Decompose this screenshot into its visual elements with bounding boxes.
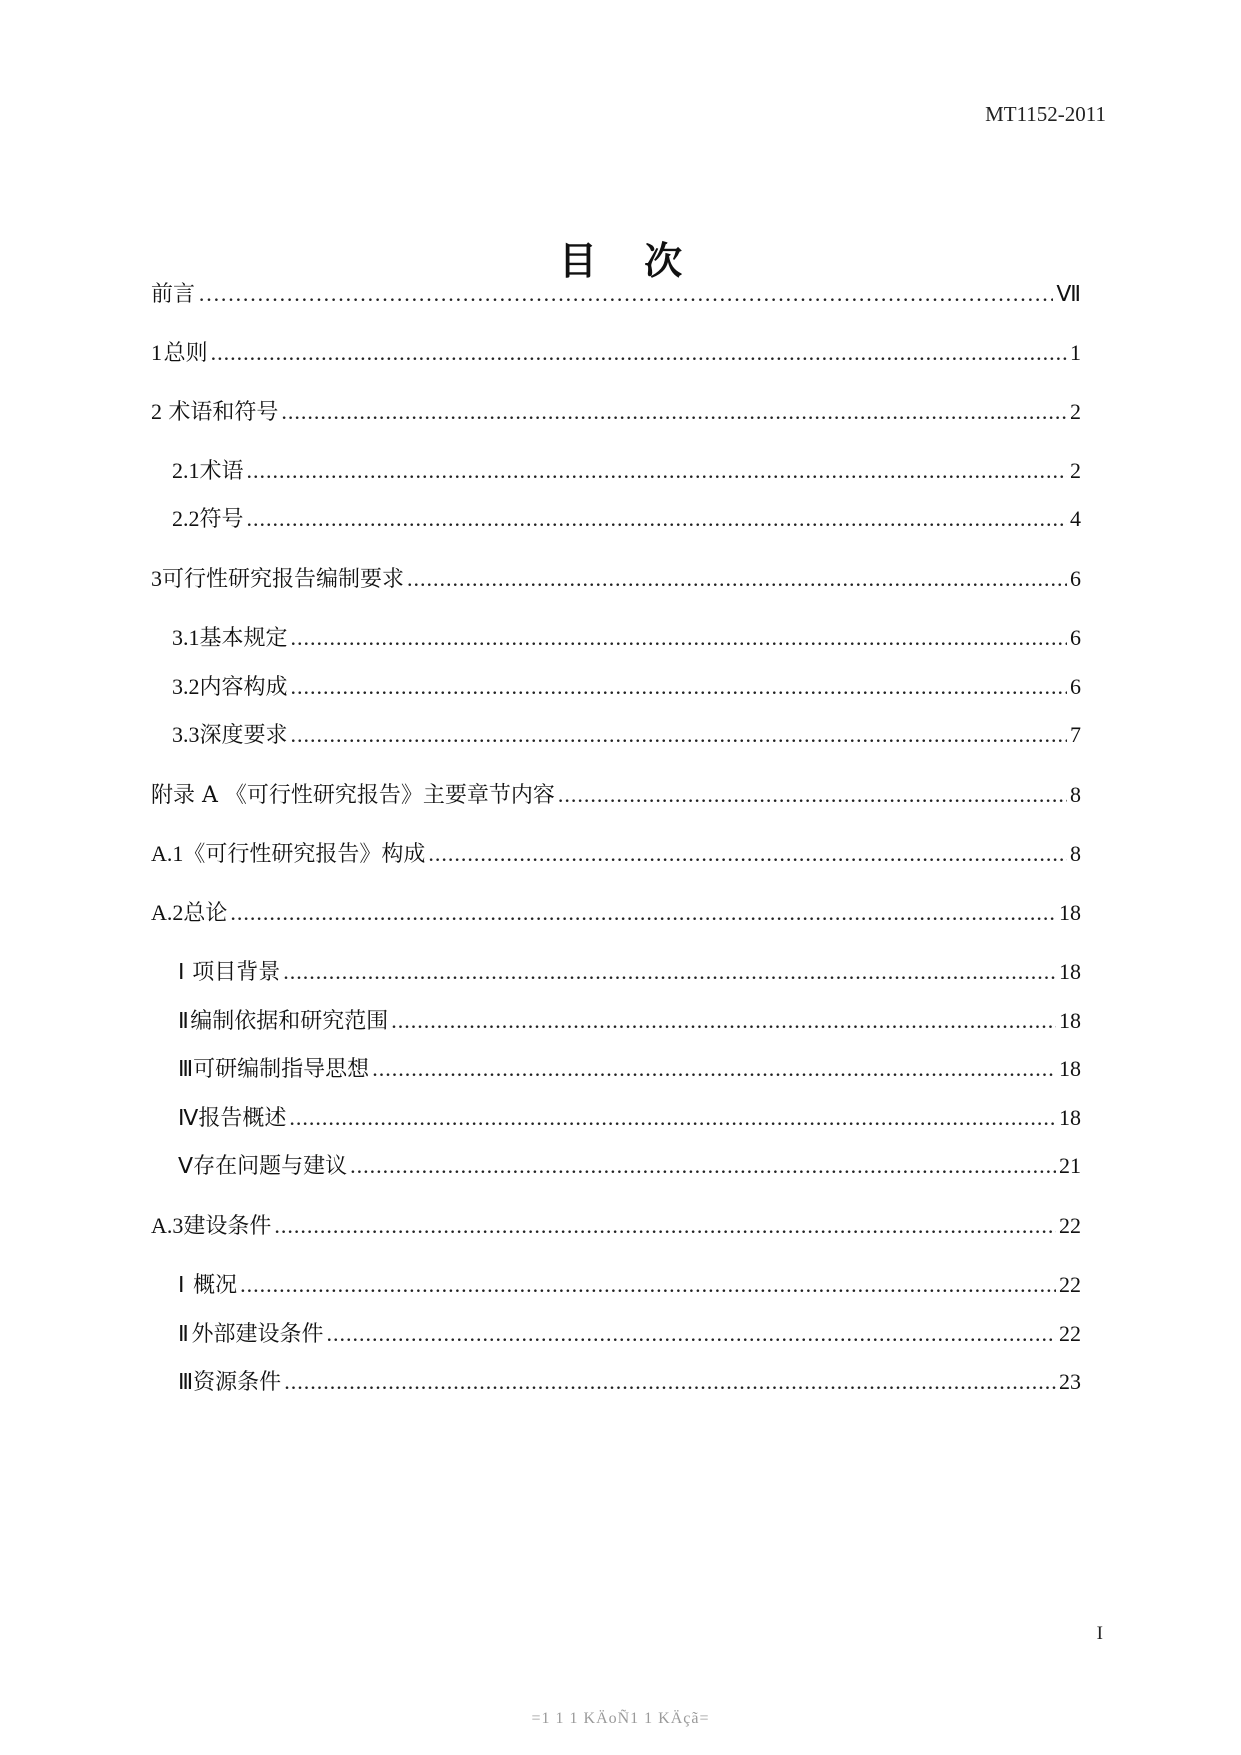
toc-entry-appendix-a[interactable]	[151, 779, 1081, 811]
toc-page-number: 18	[1059, 900, 1081, 925]
toc-number: 2.1	[172, 458, 200, 483]
toc-leader	[211, 337, 1067, 369]
toc-entry-3[interactable]	[151, 563, 1081, 595]
toc-leader	[247, 503, 1067, 535]
toc-number: A.1	[151, 841, 184, 866]
toc-label: 概况	[193, 1273, 238, 1298]
toc-number: Ⅱ	[178, 1321, 189, 1346]
toc-number: Ⅴ	[178, 1153, 194, 1178]
toc-label: 项目背景	[192, 960, 281, 985]
toc-leader	[326, 1318, 1056, 1350]
toc-leader	[289, 1102, 1056, 1134]
toc-label: 符号	[199, 507, 244, 532]
toc-page-number: 2	[1070, 458, 1081, 483]
toc-label: 内容构成	[199, 675, 288, 700]
toc-leader	[281, 396, 1067, 428]
toc-entry-3-1[interactable]	[172, 622, 1081, 654]
toc-label: 可行性研究报告编制要求	[162, 567, 405, 592]
toc-entry-2-1[interactable]	[172, 455, 1081, 487]
toc-label: 深度要求	[199, 723, 288, 748]
toc-leader	[198, 278, 1053, 310]
toc-number: 3.1	[172, 625, 200, 650]
toc-entry-2-2[interactable]	[172, 503, 1081, 535]
title-char-2: 次	[644, 239, 717, 283]
toc-number: Ⅱ	[178, 1008, 189, 1033]
toc-entry-a-1[interactable]	[151, 838, 1081, 870]
toc-page-number: 22	[1059, 1213, 1081, 1238]
toc-number: Ⅰ	[178, 959, 185, 984]
toc-number: A.2	[151, 900, 184, 925]
toc-leader	[558, 779, 1067, 811]
toc-page-number: Ⅶ	[1056, 281, 1081, 306]
title-char-1: 目	[558, 239, 631, 283]
toc-number: 2	[151, 399, 162, 424]
toc-number: Ⅰ	[178, 1272, 185, 1297]
toc-page-number: 1	[1070, 340, 1081, 365]
toc-leader	[291, 622, 1067, 654]
toc-leader	[372, 1053, 1056, 1085]
toc-page-number: 18	[1059, 959, 1081, 984]
toc-number: Ⅲ	[178, 1369, 194, 1394]
toc-label: 《可行性研究报告》构成	[183, 842, 426, 867]
toc-label: 总论	[183, 901, 228, 926]
toc-page-number: 6	[1070, 674, 1081, 699]
toc-number: Ⅲ	[178, 1056, 194, 1081]
toc-entry-a-3[interactable]	[151, 1210, 1081, 1242]
toc-entry-a-3-ii[interactable]	[178, 1318, 1081, 1350]
toc-entry-a-2-iii[interactable]	[178, 1053, 1081, 1085]
toc-entry-3-3[interactable]	[172, 719, 1081, 751]
toc-label: 附录 A 《可行性研究报告》主要章节内容	[151, 783, 555, 808]
toc-leader	[428, 838, 1067, 870]
toc-entry-a-2-ii[interactable]	[178, 1005, 1081, 1037]
toc-page-number: 18	[1059, 1056, 1081, 1081]
toc-label: 报告概述	[198, 1106, 287, 1131]
toc-leader	[407, 563, 1067, 595]
toc-entry-preface[interactable]	[151, 278, 1081, 310]
toc-label: 编制依据和研究范围	[190, 1009, 389, 1034]
toc-number: 1	[151, 340, 162, 365]
toc-page-number: 6	[1070, 566, 1081, 591]
toc-page-number: 7	[1070, 722, 1081, 747]
toc-leader	[350, 1150, 1056, 1182]
toc-page-number: 23	[1059, 1369, 1081, 1394]
toc-page-number: 8	[1070, 841, 1081, 866]
toc-label: 术语和符号	[168, 400, 279, 425]
toc-leader	[283, 956, 1056, 988]
toc-page-number: 18	[1059, 1008, 1081, 1033]
toc-entry-a-2-iv[interactable]	[178, 1102, 1081, 1134]
toc-entry-a-3-iii[interactable]	[178, 1366, 1081, 1398]
toc-number: 3	[151, 566, 162, 591]
toc-label: 资源条件	[193, 1370, 282, 1395]
toc-page-number: 6	[1070, 625, 1081, 650]
toc-number: 3.3	[172, 722, 200, 747]
standard-code: MT1152-2011	[985, 102, 1106, 126]
toc-page-number: 21	[1059, 1153, 1081, 1178]
toc-label: 总则	[163, 341, 208, 366]
toc-page-number: 4	[1070, 506, 1081, 531]
toc-page-number: 2	[1070, 399, 1081, 424]
toc-entry-a-2-i[interactable]	[178, 956, 1081, 988]
toc-entry-a-3-i[interactable]	[178, 1269, 1081, 1301]
toc-leader	[247, 455, 1067, 487]
toc-leader	[284, 1366, 1056, 1398]
toc-entry-2[interactable]	[151, 396, 1081, 428]
toc-number: 3.2	[172, 674, 200, 699]
toc-page-number: 22	[1059, 1321, 1081, 1346]
footer-watermark: =1 1 1 KÄoÑ1 1 KÄçã=	[531, 1710, 710, 1727]
toc-label: 建设条件	[183, 1214, 272, 1239]
page-number: I	[1096, 1623, 1103, 1644]
toc-number: 2.2	[172, 506, 200, 531]
toc-page-number: 18	[1059, 1105, 1081, 1130]
toc-leader	[391, 1005, 1056, 1037]
toc-entry-a-2[interactable]	[151, 897, 1081, 929]
toc-number: A.3	[151, 1213, 184, 1238]
toc-leader	[291, 719, 1067, 751]
toc-entry-1[interactable]	[151, 337, 1081, 369]
toc-page-number: 8	[1070, 782, 1081, 807]
toc-label: 可研编制指导思想	[193, 1057, 370, 1082]
toc-entry-3-2[interactable]	[172, 671, 1081, 703]
toc-page-number: 22	[1059, 1272, 1081, 1297]
toc-leader	[291, 671, 1067, 703]
toc-leader	[274, 1210, 1056, 1242]
toc-leader	[240, 1269, 1056, 1301]
toc-number: Ⅳ	[178, 1105, 199, 1130]
toc-entry-a-2-v[interactable]	[178, 1150, 1081, 1182]
toc-label: 存在问题与建议	[193, 1154, 348, 1179]
toc-leader	[230, 897, 1056, 929]
toc-label: 术语	[199, 459, 244, 484]
toc-label: 外部建设条件	[191, 1322, 324, 1347]
toc-label: 前言	[151, 282, 196, 307]
toc-label: 基本规定	[199, 626, 288, 651]
